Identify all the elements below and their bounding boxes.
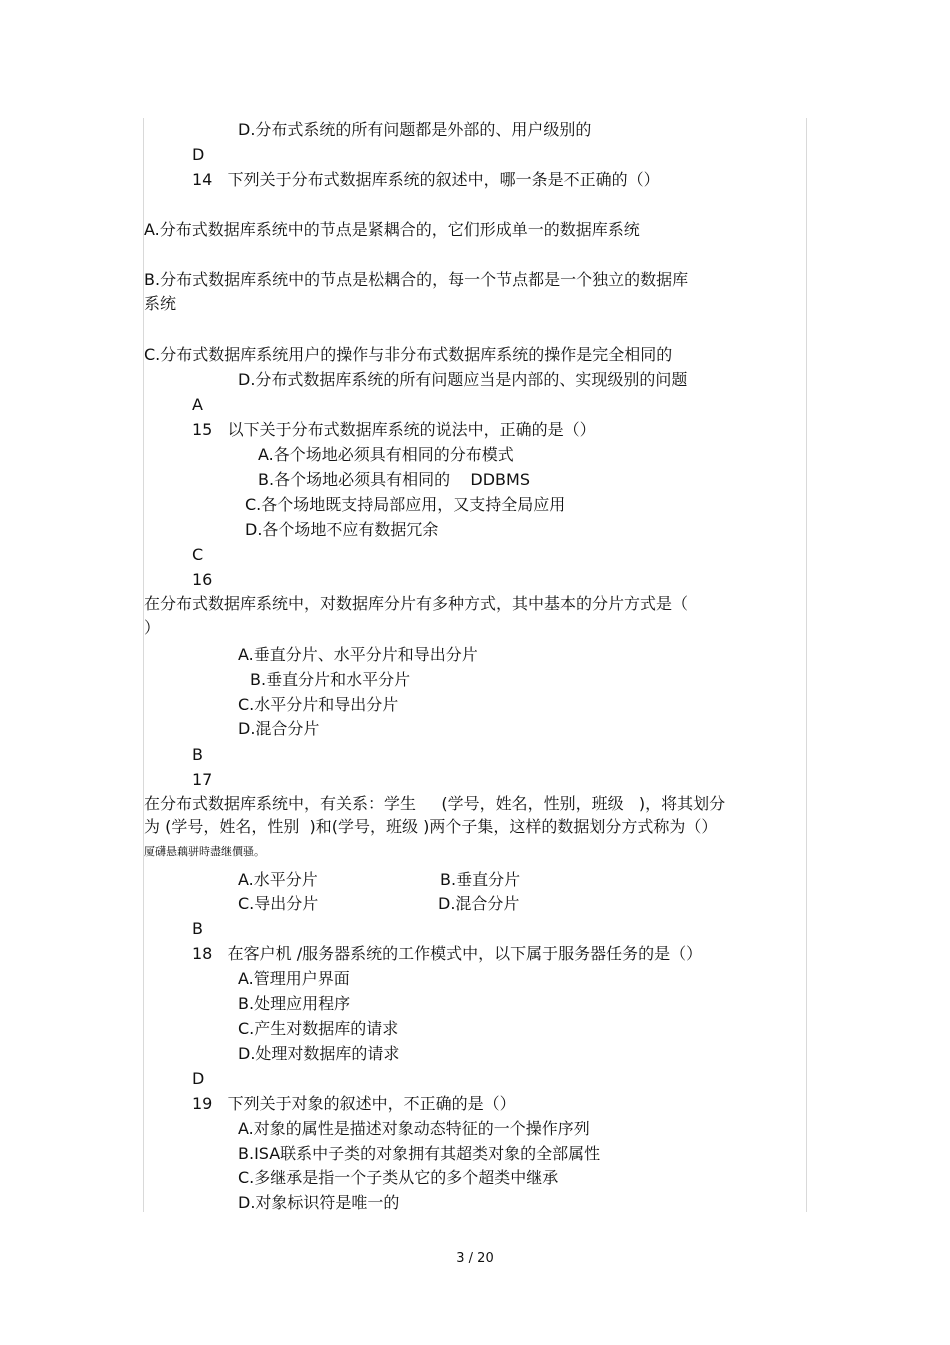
q13-option-d: D.分布式系统的所有问题都是外部的、用户级别的 bbox=[238, 120, 592, 139]
q14-option-a: A.分布式数据库系统中的节点是紧耦合的，它们形成单一的数据库系统 bbox=[144, 220, 640, 239]
q17-option-c: C.导出分片 bbox=[238, 894, 319, 913]
q18-option-c: C.产生对数据库的请求 bbox=[238, 1019, 399, 1038]
q17-option-b: B.垂直分片 bbox=[440, 870, 521, 889]
q16-stem-line2: ） bbox=[144, 618, 161, 637]
q15-stem: 15 以下关于分布式数据库系统的说法中，正确的是（） bbox=[192, 420, 596, 439]
q16-option-b: B.垂直分片和水平分片 bbox=[250, 670, 411, 689]
q17-answer: B bbox=[192, 919, 203, 938]
q14-option-b-line1: B.分布式数据库系统中的节点是松耦合的，每一个节点都是一个独立的数据库 bbox=[144, 270, 689, 289]
q15-answer: C bbox=[192, 545, 204, 564]
q18-option-a: A.管理用户界面 bbox=[238, 969, 350, 988]
q17-number: 17 bbox=[192, 770, 213, 789]
q14-option-b-line2: 系统 bbox=[144, 294, 177, 313]
q18-stem: 18 在客户机 /服务器系统的工作模式中，以下属于服务器任务的是（） bbox=[192, 944, 703, 963]
q14-answer: A bbox=[192, 395, 203, 414]
q15-option-a: A.各个场地必须具有相同的分布模式 bbox=[258, 445, 514, 464]
q14-option-c: C.分布式数据库系统用户的操作与非分布式数据库系统的操作是完全相同的 bbox=[144, 345, 673, 364]
q17-stem-line2: 为 (学号，姓名，性别 )和(学号，班级 )两个子集，这样的数据划分方式称为（） bbox=[144, 817, 718, 836]
q17-stem-line1: 在分布式数据库系统中，有关系：学生 (学号，姓名，性别，班级 )，将其划分 bbox=[144, 794, 726, 813]
q19-option-c: C.多继承是指一个子类从它的多个超类中继承 bbox=[238, 1168, 559, 1187]
q15-option-c: C.各个场地既支持局部应用，又支持全局应用 bbox=[245, 495, 566, 514]
q17-option-a: A.水平分片 bbox=[238, 870, 318, 889]
q17-garbled-note: 厦礴悬藕骈時盡继價骚。 bbox=[144, 845, 265, 858]
q16-stem-line1: 在分布式数据库系统中，对数据库分片有多种方式，其中基本的分片方式是（ bbox=[144, 594, 689, 613]
q16-option-a: A.垂直分片、水平分片和导出分片 bbox=[238, 645, 478, 664]
q18-option-d: D.处理对数据库的请求 bbox=[238, 1044, 400, 1063]
q14-option-d: D.分布式数据库系统的所有问题应当是内部的、实现级别的问题 bbox=[238, 370, 688, 389]
q14-stem: 14 下列关于分布式数据库系统的叙述中，哪一条是不正确的（） bbox=[192, 170, 660, 189]
q15-option-d: D.各个场地不应有数据冗余 bbox=[245, 520, 439, 539]
q19-stem: 19 下列关于对象的叙述中，不正确的是（） bbox=[192, 1094, 516, 1113]
q19-option-b: B.ISA联系中子类的对象拥有其超类对象的全部属性 bbox=[238, 1144, 601, 1163]
q18-answer: D bbox=[192, 1069, 205, 1088]
q19-option-a: A.对象的属性是描述对象动态特征的一个操作序列 bbox=[238, 1119, 590, 1138]
q13-answer: D bbox=[192, 145, 205, 164]
q17-option-d: D.混合分片 bbox=[438, 894, 520, 913]
q16-answer: B bbox=[192, 745, 203, 764]
q15-option-b: B.各个场地必须具有相同的 DDBMS bbox=[258, 470, 530, 489]
q16-option-c: C.水平分片和导出分片 bbox=[238, 695, 399, 714]
page-number: 3 / 20 bbox=[456, 1251, 494, 1266]
page-border-right bbox=[806, 118, 807, 1212]
q16-number: 16 bbox=[192, 570, 213, 589]
q16-option-d: D.混合分片 bbox=[238, 719, 320, 738]
q19-option-d: D.对象标识符是唯一的 bbox=[238, 1193, 400, 1212]
q18-option-b: B.处理应用程序 bbox=[238, 994, 351, 1013]
